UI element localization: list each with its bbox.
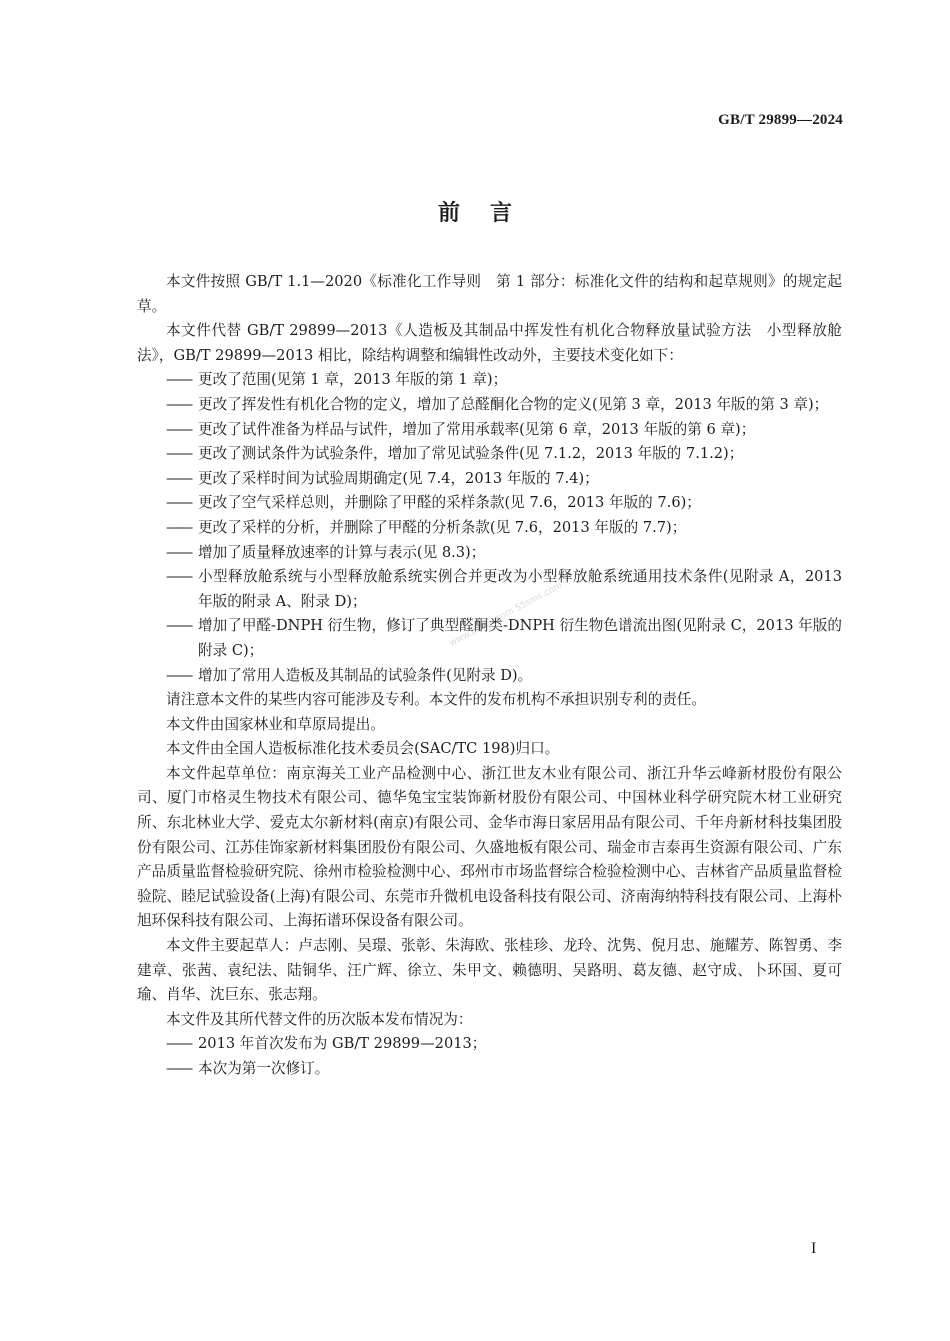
history-list — [137, 1032, 842, 1081]
page-number: I — [811, 1240, 817, 1257]
list-item — [137, 664, 842, 689]
list-item-text: 增加了质量释放速率的计算与表示(见 8.3)； — [198, 543, 486, 561]
list-dash: —— — [166, 1060, 192, 1077]
list-dash: —— — [166, 371, 192, 389]
list-item-text: 更改了测试条件为试验条件，增加了常见试验条件(见 7.1.2，2013 年版的 7.1.2)； — [198, 445, 744, 463]
list-item — [137, 491, 842, 516]
list-item-text: 本次为第一次修订。 — [198, 1060, 330, 1077]
list-dash: —— — [166, 1035, 192, 1053]
paragraph-committee: 本文件由全国人造板标准化技术委员会(SAC/TC 198)归口。 — [166, 740, 560, 758]
paragraph-history-intro: 本文件及其所代替文件的历次版本发布情况为： — [166, 1010, 473, 1028]
list-item-text: 增加了常用人造板及其制品的试验条件(见附录 D)。 — [198, 666, 533, 684]
list-item — [137, 467, 842, 492]
preface-body — [137, 270, 842, 1082]
list-item — [137, 516, 842, 541]
paragraph-drafters: 本文件主要起草人：卢志刚、吴璟、张彰、朱海欧、张桂珍、龙玲、沈隽、倪月忠、施耀芳、陈智勇、李建章、张茜、袁纪法、陆铜华、汪广辉、徐立、朱甲文、赖德明、吴路明、葛友德、赵守成、卜环国、夏可瑜、肖华、沈巨东、张志翔。 — [137, 937, 842, 1004]
list-item — [137, 541, 842, 566]
page-title: 前言 — [437, 201, 542, 226]
paragraph-patent-notice: 请注意本文件的某些内容可能涉及专利。本文件的发布机构不承担识别专利的责任。 — [166, 691, 706, 709]
paragraph-replacement: 本文件代替 GB/T 29899—2013《人造板及其制品中挥发性有机化合物释放量试验方法 小型释放舱法》，GB/T 29899—2013 相比，除结构调整和编辑性改动外，主要技术变化如下： — [137, 322, 842, 364]
list-dash: —— — [166, 469, 192, 487]
list-dash: —— — [166, 568, 192, 586]
paragraph-proposer: 本文件由国家林业和草原局提出。 — [166, 715, 385, 733]
list-dash: —— — [166, 395, 192, 413]
list-item-text: 更改了范围(见第 1 章，2013 年版的第 1 章)； — [198, 371, 508, 389]
list-dash: —— — [166, 543, 192, 561]
paragraph-drafting-units: 本文件起草单位：南京海关工业产品检测中心、浙江世友木业有限公司、浙江升华云峰新材股份有限公司、厦门市格灵生物技术有限公司、德华兔宝宝装饰新材股份有限公司、中国林业科学研究院木材工业研究所、东北林业大学、爱克太尔新材料(南京)有限公司、金华市海日家居用品有限公司、千年舟新材科技集团股份有限公司、江苏佳饰家新材料集团股份有限公司、久盛地板有限公司、瑞金市吉泰再生资源有限公司、广东产品质量监督检验研究院、徐州市检验检测中心、邳州市市场监督综合检验检测中心、吉林省产品质量监督检验院、睦尼试验设备(上海)有限公司、东莞市升微机电设备科技有限公司、济南海纳特科技有限公司、上海朴旭环保科技有限公司、上海拓谱环保设备有限公司。 — [137, 764, 842, 930]
list-dash: —— — [166, 617, 192, 635]
list-dash: —— — [166, 494, 192, 512]
list-item — [137, 393, 842, 418]
list-item — [137, 418, 842, 443]
list-item-text: 更改了采样的分析，并删除了甲醛的分析条款(见 7.6，2013 年版的 7.7)； — [198, 518, 687, 536]
list-item-text: 小型释放舱系统与小型释放舱系统实例合并更改为小型释放舱系统通用技术条件(见附录 A，2013 年版的附录 A、附录 D)； — [198, 568, 842, 610]
changes-list — [137, 368, 842, 688]
list-item — [137, 368, 842, 393]
list-dash: —— — [166, 666, 192, 684]
standard-number: GB/T 29899—2024 — [718, 112, 843, 128]
watermark: www.bzfxw.com 55sms.com — [448, 580, 565, 649]
list-dash: —— — [166, 445, 192, 463]
list-item-text: 更改了空气采样总则，并删除了甲醛的采样条款(见 7.6，2013 年版的 7.6)； — [198, 494, 701, 512]
list-dash: —— — [166, 420, 192, 438]
list-item-text: 2013 年首次发布为 GB/T 29899—2013； — [198, 1035, 487, 1053]
paragraph-drafting-rules: 本文件按照 GB/T 1.1—2020《标准化工作导则 第 1 部分：标准化文件的结构和起草规则》的规定起草。 — [137, 273, 842, 315]
list-item-text: 更改了试件准备为样品与试件，增加了常用承载率(见第 6 章，2013 年版的第 6 章)； — [198, 420, 756, 438]
list-item — [137, 565, 842, 614]
list-item — [137, 442, 842, 467]
list-item-text: 更改了采样时间为试验周期确定(见 7.4，2013 年版的 7.4)； — [198, 469, 599, 487]
list-item-text: 更改了挥发性有机化合物的定义，增加了总醛酮化合物的定义(见第 3 章，2013 年版的第 3 章)； — [198, 395, 829, 413]
list-item — [137, 614, 842, 663]
list-item — [137, 1057, 842, 1082]
list-item — [137, 1032, 842, 1057]
list-dash: —— — [166, 518, 192, 536]
list-item-text: 增加了甲醛-DNPH 衍生物，修订了典型醛酮类-DNPH 衍生物色谱流出图(见附录 C，2013 年版的附录 C)； — [198, 617, 842, 659]
